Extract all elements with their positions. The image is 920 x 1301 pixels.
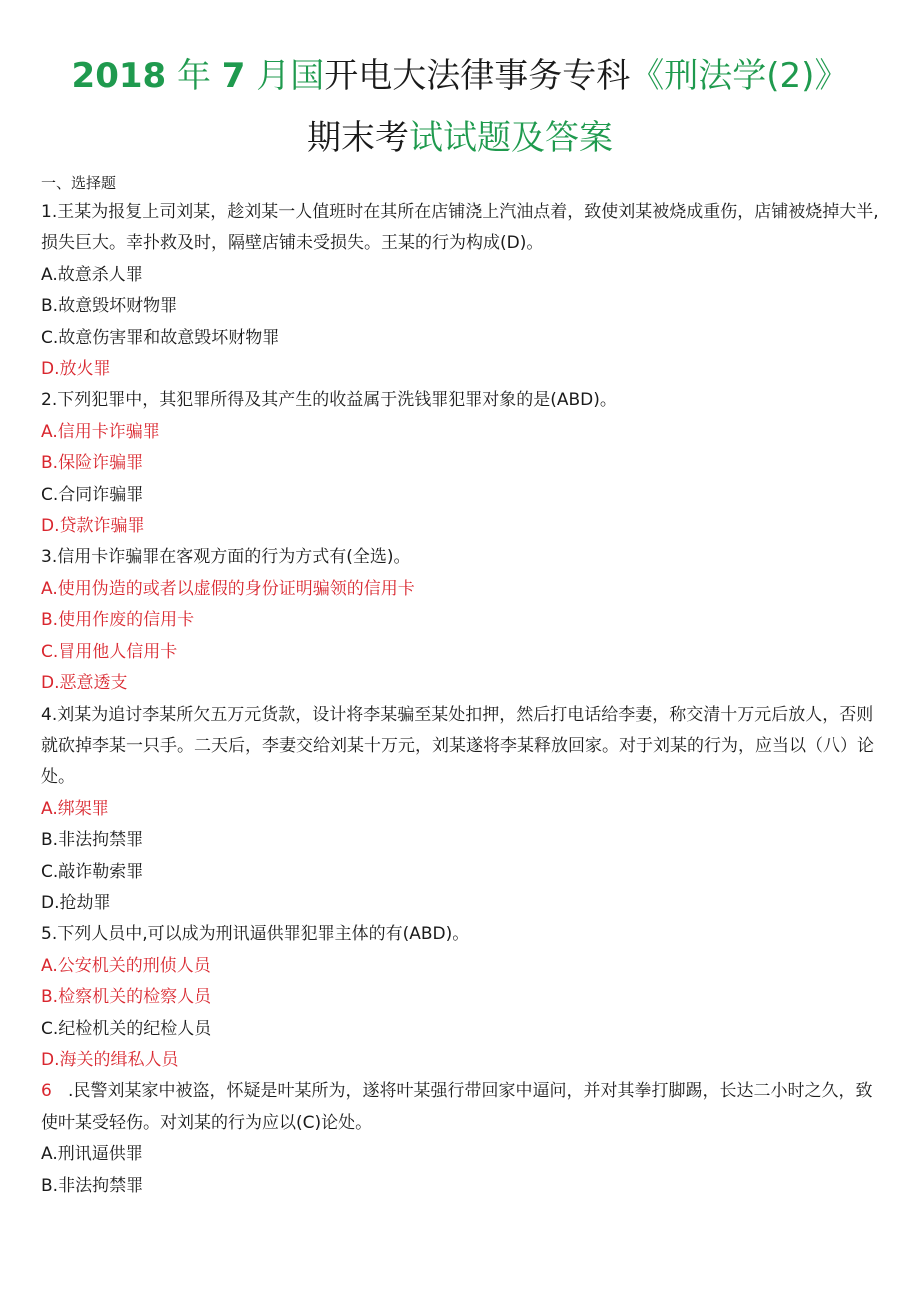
option-c-correct: C.冒用他人信用卡 <box>41 641 178 662</box>
option-c: C.故意伤害罪和故意毁坏财物罪 <box>41 327 280 348</box>
option-a: A.故意杀人罪 <box>41 264 143 285</box>
option-d-correct: D.贷款诈骗罪 <box>41 516 145 537</box>
question-stem <box>41 1076 883 1139</box>
option-d: D.抢劫罪 <box>41 892 111 913</box>
question-5 <box>41 919 883 1076</box>
option-c: C.敲诈勒索罪 <box>41 861 144 882</box>
document-title-line2 <box>0 116 920 160</box>
option-c: C.纪检机关的纪检人员 <box>41 1018 212 1039</box>
option-a-correct: A.公安机关的刑侦人员 <box>41 955 211 976</box>
title-month-unit: 月国 <box>256 56 325 96</box>
option-a: A.刑讯逼供罪 <box>41 1144 143 1165</box>
document-body <box>41 169 883 1202</box>
option-d-correct: D.放火罪 <box>41 359 111 380</box>
question-stem: 2.下列犯罪中，其犯罪所得及其产生的收益属于洗钱罪犯罪对象的是(ABD)。 <box>41 390 617 411</box>
question-stem: 4.刘某为追讨李某所欠五万元货款，设计将李某骗至某处扣押，然后打电话给李妻，称交清十万元后放人，否则就砍掉李某一只手。二天后，李妻交给刘某十万元，刘某遂将李某释放回家。对于刘某的行为，应当以（八）论处。 <box>41 704 874 788</box>
title-year: 2018 <box>71 56 167 96</box>
option-b: B.故意毁坏财物罪 <box>41 296 178 317</box>
title-course: 《刑法学(2)》 <box>630 56 849 96</box>
option-b: B.非法拘禁罪 <box>41 1175 144 1196</box>
title-paper: 试试题及答案 <box>409 118 613 158</box>
section-heading: 一、选择题 <box>41 174 117 192</box>
title-program: 开电大法律事务专科 <box>324 56 631 96</box>
title-exam: 期末考 <box>307 118 409 158</box>
question-stem: 1.王某为报复上司刘某，趁刘某一人值班时在其所在店铺浇上汽油点着，致使刘某被烧成重伤，店铺被烧掉大半,损失巨大。幸扑救及时，隔壁店铺未受损失。王某的行为构成(D)。 <box>41 202 879 254</box>
option-a-correct: A.使用伪造的或者以虚假的身份证明骗领的信用卡 <box>41 578 415 599</box>
question-stem: 5.下列人员中,可以成为刑讯逼供罪犯罪主体的有(ABD)。 <box>41 924 470 945</box>
option-d-correct: D.海关的缉私人员 <box>41 1049 179 1070</box>
question-stem: 3.信用卡诈骗罪在客观方面的行为方式有(全选)。 <box>41 547 411 568</box>
question-1 <box>41 197 883 385</box>
option-d-correct: D.恶意透支 <box>41 673 128 694</box>
title-month: 7 <box>221 56 246 96</box>
question-number: 6 <box>41 1081 52 1102</box>
option-a-correct: A.信用卡诈骗罪 <box>41 421 160 442</box>
option-c: C.合同诈骗罪 <box>41 484 144 505</box>
question-2 <box>41 385 883 542</box>
option-b-correct: B.检察机关的检察人员 <box>41 987 212 1008</box>
option-b-correct: B.使用作废的信用卡 <box>41 610 195 631</box>
question-4 <box>41 700 883 920</box>
option-a-correct: A.绑架罪 <box>41 798 109 819</box>
option-b-correct: B.保险诈骗罪 <box>41 453 144 474</box>
option-b: B.非法拘禁罪 <box>41 830 144 851</box>
title-year-unit: 年 <box>176 56 211 96</box>
document-title-line1 <box>0 54 920 98</box>
question-6 <box>41 1076 883 1202</box>
question-stem-text: .民警刘某家中被盗，怀疑是叶某所为，遂将叶某强行带回家中逼问，并对其拳打脚踢，长达二小时之久，致使叶某受轻伤。对刘某的行为应以(C)论处。 <box>41 1081 873 1133</box>
question-3 <box>41 542 883 699</box>
